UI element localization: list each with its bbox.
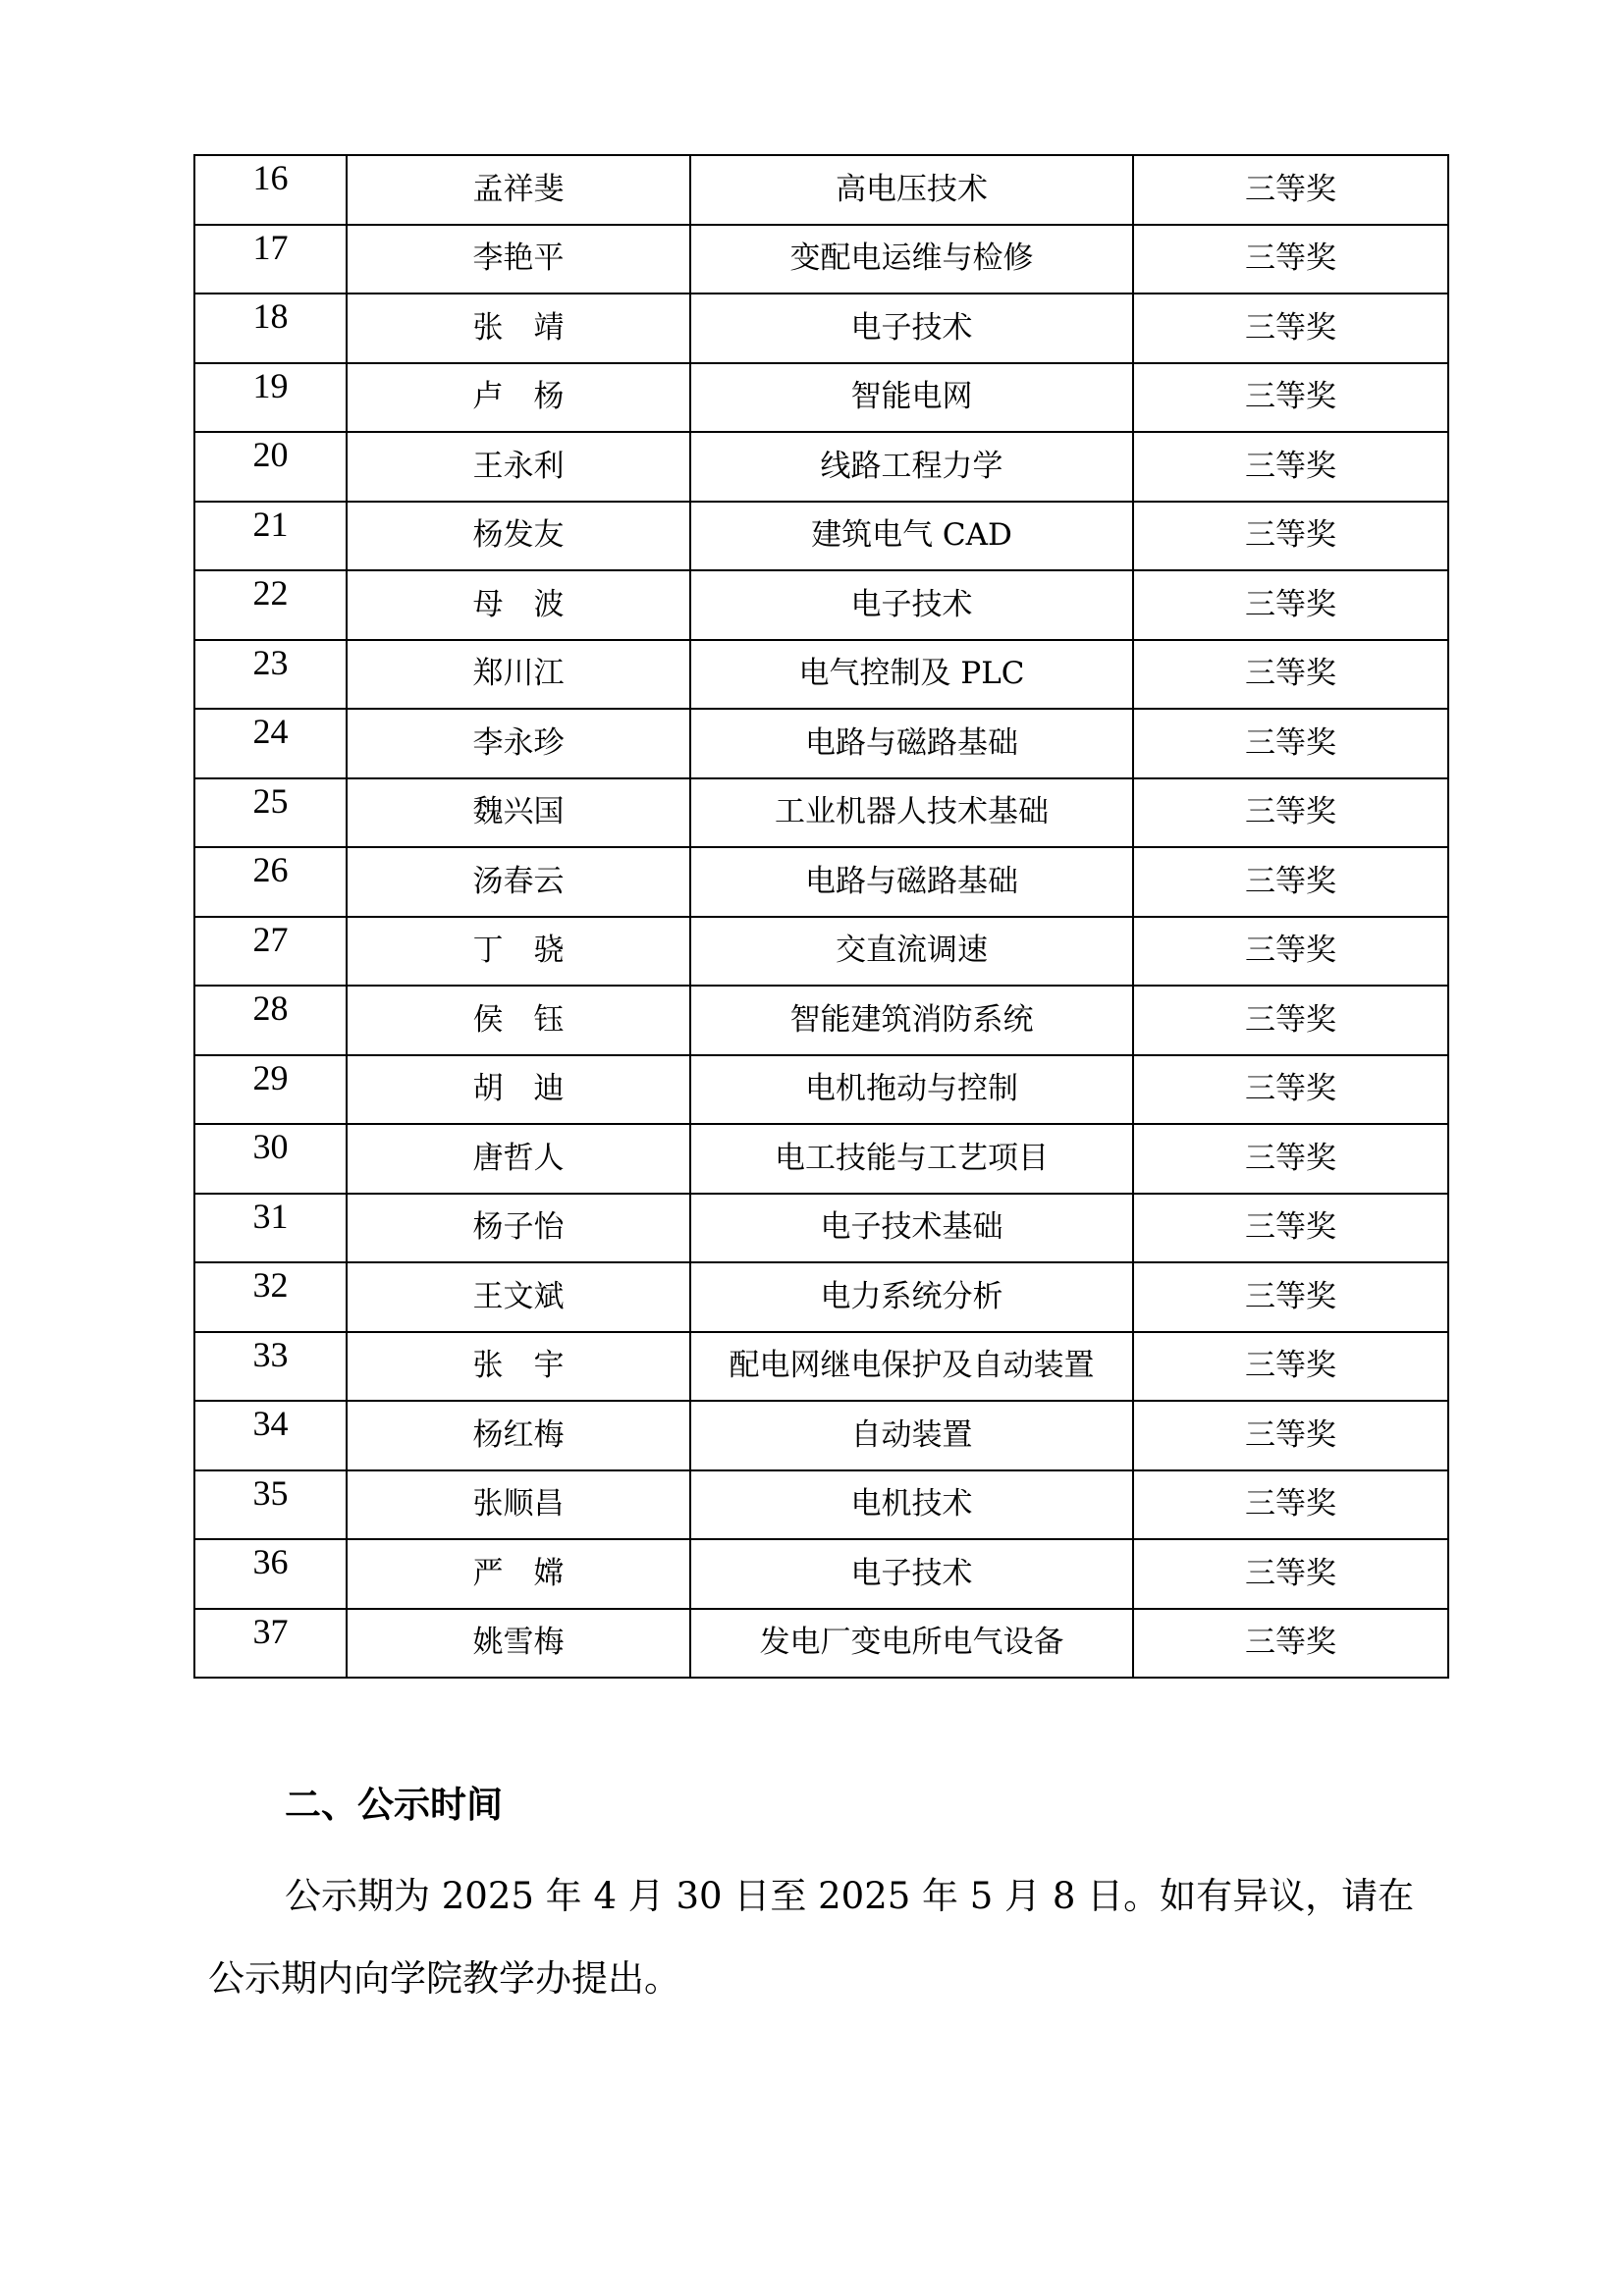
row-number-cell: 28 (194, 986, 347, 1055)
teacher-name-cell: 侯 钰 (347, 986, 690, 1055)
course-name-cell: 电子技术 (690, 1539, 1133, 1609)
table-row (194, 1332, 1448, 1402)
teacher-name-cell: 郑川江 (347, 640, 690, 710)
award-level-cell: 三等奖 (1133, 432, 1448, 502)
row-number-cell: 30 (194, 1124, 347, 1194)
row-number-cell: 35 (194, 1470, 347, 1540)
row-number-cell: 22 (194, 570, 347, 640)
table-row (194, 570, 1448, 640)
section-heading: 二、公示时间 (285, 1784, 503, 1826)
teacher-name-cell: 张 靖 (347, 294, 690, 363)
table-row (194, 1470, 1448, 1540)
course-name-cell: 高电压技术 (690, 155, 1133, 225)
table-row (194, 1194, 1448, 1263)
course-name-cell: 发电厂变电所电气设备 (690, 1609, 1133, 1679)
award-level-cell: 三等奖 (1133, 1124, 1448, 1194)
row-number-cell: 24 (194, 709, 347, 778)
table-row (194, 640, 1448, 710)
table-row (194, 1262, 1448, 1332)
award-level-cell: 三等奖 (1133, 1470, 1448, 1540)
row-number-cell: 17 (194, 225, 347, 294)
row-number-cell: 19 (194, 363, 347, 433)
course-name-cell: 电子技术基础 (690, 1194, 1133, 1263)
table-row (194, 1055, 1448, 1125)
teacher-name-cell: 王永利 (347, 432, 690, 502)
award-level-cell: 三等奖 (1133, 917, 1448, 987)
row-number-cell: 25 (194, 778, 347, 848)
table-row (194, 225, 1448, 294)
table-row (194, 502, 1448, 571)
course-name-cell: 智能建筑消防系统 (690, 986, 1133, 1055)
table-row (194, 1539, 1448, 1609)
award-level-cell: 三等奖 (1133, 1194, 1448, 1263)
course-name-cell: 电路与磁路基础 (690, 709, 1133, 778)
award-level-cell: 三等奖 (1133, 1262, 1448, 1332)
award-level-cell: 三等奖 (1133, 709, 1448, 778)
course-name-cell: 电路与磁路基础 (690, 847, 1133, 917)
table-row (194, 155, 1448, 225)
course-name-cell: 电子技术 (690, 294, 1133, 363)
notice-paragraph: 公示期为 2025 年 4 月 30 日至 2025 年 5 月 8 日。如有异议，请在公示期内向学院教学办提出。 (208, 1875, 1415, 2000)
award-level-cell: 三等奖 (1133, 986, 1448, 1055)
row-number-cell: 18 (194, 294, 347, 363)
award-level-cell: 三等奖 (1133, 570, 1448, 640)
teacher-name-cell: 汤春云 (347, 847, 690, 917)
awards-table-body (194, 155, 1448, 1678)
award-level-cell: 三等奖 (1133, 294, 1448, 363)
award-level-cell: 三等奖 (1133, 1609, 1448, 1679)
award-level-cell: 三等奖 (1133, 1055, 1448, 1125)
row-number-cell: 31 (194, 1194, 347, 1263)
course-name-cell: 工业机器人技术基础 (690, 778, 1133, 848)
teacher-name-cell: 孟祥斐 (347, 155, 690, 225)
row-number-cell: 34 (194, 1401, 347, 1470)
teacher-name-cell: 张顺昌 (347, 1470, 690, 1540)
row-number-cell: 23 (194, 640, 347, 710)
teacher-name-cell: 卢 杨 (347, 363, 690, 433)
award-level-cell: 三等奖 (1133, 778, 1448, 848)
course-name-cell: 交直流调速 (690, 917, 1133, 987)
award-level-cell: 三等奖 (1133, 363, 1448, 433)
award-level-cell: 三等奖 (1133, 1539, 1448, 1609)
row-number-cell: 20 (194, 432, 347, 502)
row-number-cell: 32 (194, 1262, 347, 1332)
table-row (194, 778, 1448, 848)
table-row (194, 709, 1448, 778)
award-level-cell: 三等奖 (1133, 225, 1448, 294)
teacher-name-cell: 严 嫦 (347, 1539, 690, 1609)
teacher-name-cell: 李永珍 (347, 709, 690, 778)
table-row (194, 294, 1448, 363)
teacher-name-cell: 李艳平 (347, 225, 690, 294)
teacher-name-cell: 王文斌 (347, 1262, 690, 1332)
course-name-cell: 电机技术 (690, 1470, 1133, 1540)
course-name-cell: 电子技术 (690, 570, 1133, 640)
course-name-cell: 配电网继电保护及自动装置 (690, 1332, 1133, 1402)
row-number-cell: 16 (194, 155, 347, 225)
course-name-cell: 建筑电气 CAD (690, 502, 1133, 571)
award-level-cell: 三等奖 (1133, 847, 1448, 917)
teacher-name-cell: 姚雪梅 (347, 1609, 690, 1679)
course-name-cell: 变配电运维与检修 (690, 225, 1133, 294)
award-level-cell: 三等奖 (1133, 502, 1448, 571)
row-number-cell: 33 (194, 1332, 347, 1402)
award-level-cell: 三等奖 (1133, 1401, 1448, 1470)
row-number-cell: 29 (194, 1055, 347, 1125)
teacher-name-cell: 杨发友 (347, 502, 690, 571)
course-name-cell: 电力系统分析 (690, 1262, 1133, 1332)
course-name-cell: 电机拖动与控制 (690, 1055, 1133, 1125)
teacher-name-cell: 杨子怡 (347, 1194, 690, 1263)
table-row (194, 986, 1448, 1055)
teacher-name-cell: 魏兴国 (347, 778, 690, 848)
award-level-cell: 三等奖 (1133, 155, 1448, 225)
table-row (194, 363, 1448, 433)
row-number-cell: 27 (194, 917, 347, 987)
teacher-name-cell: 张 宇 (347, 1332, 690, 1402)
table-row (194, 1124, 1448, 1194)
course-name-cell: 电气控制及 PLC (690, 640, 1133, 710)
teacher-name-cell: 母 波 (347, 570, 690, 640)
teacher-name-cell: 杨红梅 (347, 1401, 690, 1470)
course-name-cell: 电工技能与工艺项目 (690, 1124, 1133, 1194)
table-row (194, 917, 1448, 987)
table-row (194, 1401, 1448, 1470)
row-number-cell: 37 (194, 1609, 347, 1679)
course-name-cell: 线路工程力学 (690, 432, 1133, 502)
teacher-name-cell: 胡 迪 (347, 1055, 690, 1125)
table-row (194, 432, 1448, 502)
teacher-name-cell: 唐哲人 (347, 1124, 690, 1194)
award-level-cell: 三等奖 (1133, 640, 1448, 710)
row-number-cell: 21 (194, 502, 347, 571)
table-row (194, 847, 1448, 917)
table-row (194, 1609, 1448, 1679)
course-name-cell: 智能电网 (690, 363, 1133, 433)
award-level-cell: 三等奖 (1133, 1332, 1448, 1402)
awards-table (193, 154, 1449, 1679)
course-name-cell: 自动装置 (690, 1401, 1133, 1470)
row-number-cell: 36 (194, 1539, 347, 1609)
teacher-name-cell: 丁 骁 (347, 917, 690, 987)
row-number-cell: 26 (194, 847, 347, 917)
